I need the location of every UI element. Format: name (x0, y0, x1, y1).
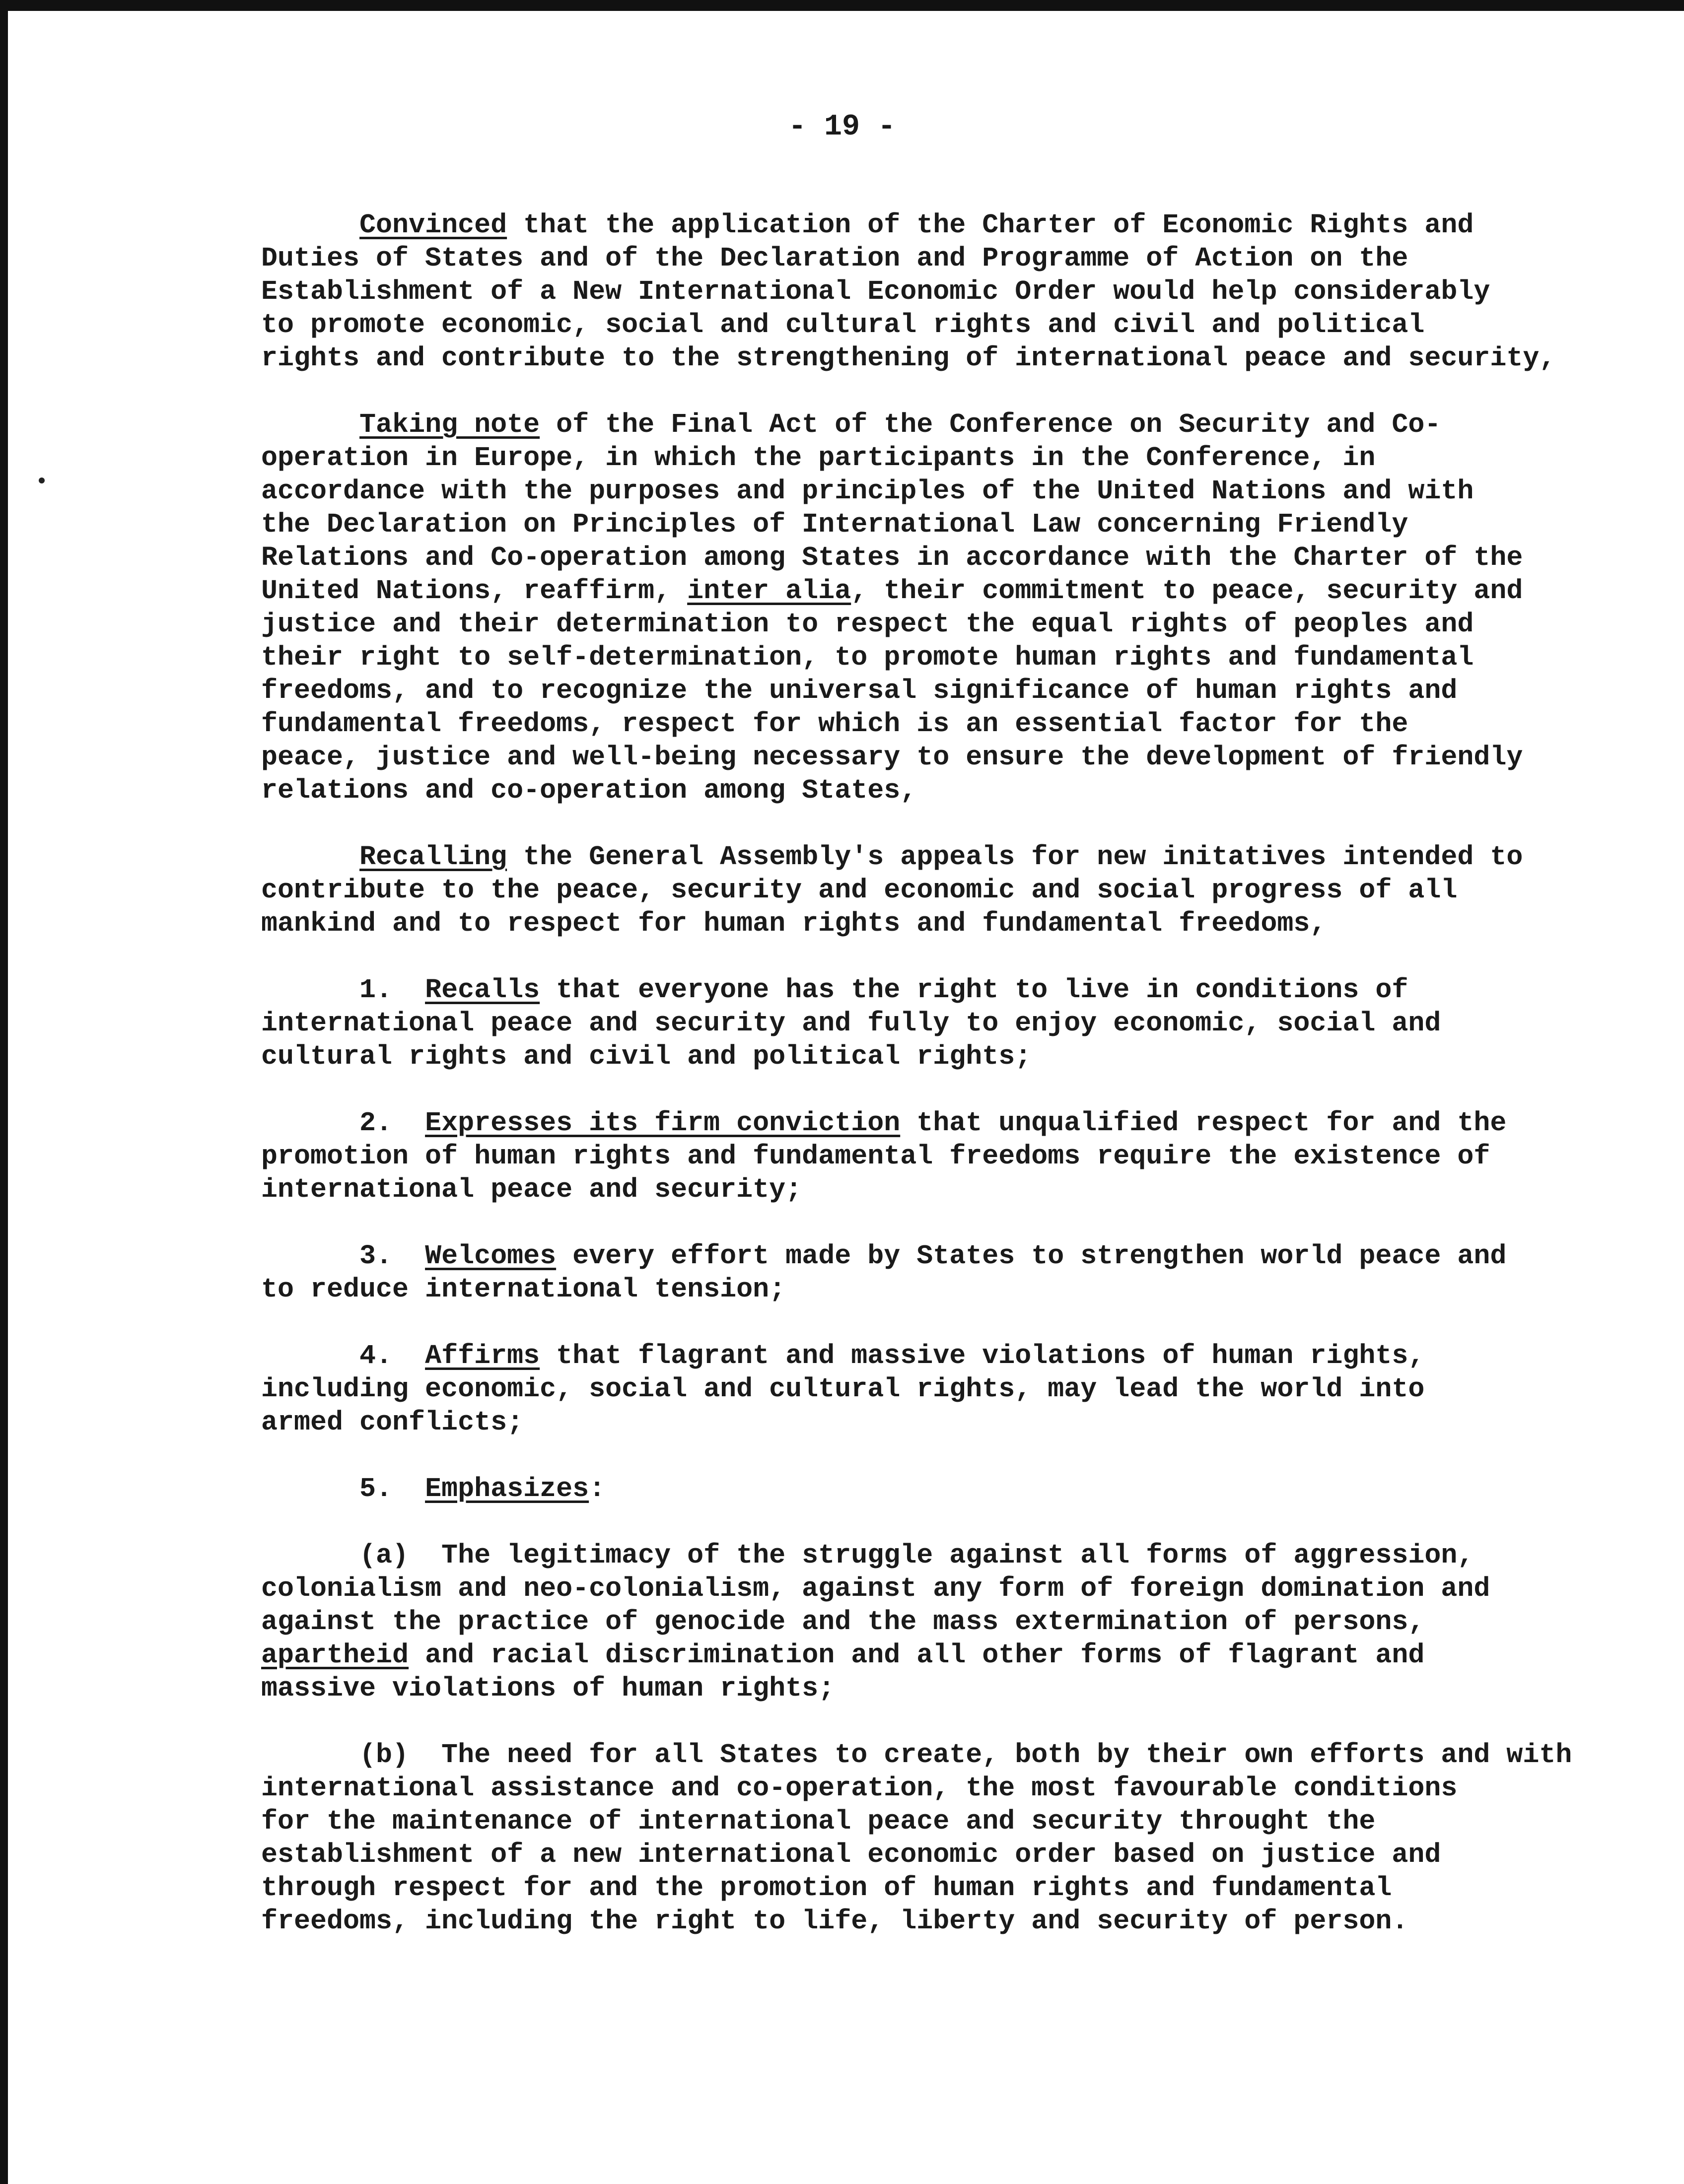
text-line (261, 741, 1602, 774)
text-segment: against the practice of genocide and the mass extermination of persons, (261, 1606, 1425, 1638)
text-line (261, 1572, 1602, 1605)
underlined-text: Convinced (359, 209, 507, 241)
scan-border-top (0, 0, 1684, 11)
text-line (261, 1040, 1602, 1073)
scan-border-left (0, 0, 8, 2184)
text-line (261, 1406, 1602, 1439)
text-line (261, 541, 1602, 574)
text-line (261, 341, 1602, 375)
text-segment: the General Assembly's appeals for new initatives intended to (507, 841, 1523, 873)
text-segment: of the Final Act of the Conference on Security and Co- (540, 409, 1441, 440)
text-segment: that the application of the Charter of Economic Rights and (507, 209, 1474, 241)
text-line (261, 1738, 1602, 1772)
text-segment: including economic, social and cultural rights, may lead the world into (261, 1373, 1425, 1405)
text-line (261, 774, 1602, 807)
underlined-text: Emphasizes (425, 1473, 589, 1504)
text-segment: (b) The need for all States to create, both by their own efforts and with (261, 1739, 1572, 1771)
text-segment: massive violations of human rights; (261, 1673, 835, 1704)
text-line (261, 1273, 1602, 1306)
text-segment: , their commitment to peace, security and (851, 575, 1523, 607)
text-segment: Duties of States and of the Declaration and Programme of Action on the (261, 243, 1408, 274)
text-line (261, 907, 1602, 940)
page-number: - 19 - (788, 110, 896, 144)
text-line (261, 1772, 1602, 1805)
underlined-text: apartheid (261, 1639, 409, 1671)
paragraph (261, 840, 1602, 940)
paragraph (261, 208, 1602, 375)
text-line (261, 1173, 1602, 1206)
text-segment (261, 209, 359, 241)
text-line (261, 1339, 1602, 1372)
text-line (261, 874, 1602, 907)
text-segment: establishment of a new international economic order based on justice and (261, 1839, 1441, 1870)
text-segment: Establishment of a New International Economic Order would help considerably (261, 276, 1490, 307)
text-segment: that unqualified respect for and the (900, 1107, 1507, 1139)
text-segment: freedoms, and to recognize the universal significance of human rights and (261, 675, 1458, 706)
paragraph (261, 1339, 1602, 1439)
text-line (261, 1472, 1602, 1505)
text-segment: through respect for and the promotion of human rights and fundamental (261, 1872, 1392, 1904)
text-segment: 1. (261, 974, 425, 1006)
underlined-text: Expresses its firm conviction (425, 1107, 901, 1139)
text-line (261, 1871, 1602, 1905)
text-segment: 5. (261, 1473, 425, 1504)
text-segment: : (589, 1473, 606, 1504)
text-segment: mankind and to respect for human rights and fundamental freedoms, (261, 908, 1327, 939)
text-segment: justice and their determination to respect the equal rights of peoples and (261, 609, 1474, 640)
text-segment: the Declaration on Principles of International Law concerning Friendly (261, 509, 1408, 540)
underlined-text: Welcomes (425, 1240, 557, 1272)
text-segment: armed conflicts; (261, 1407, 524, 1438)
text-line (261, 1140, 1602, 1173)
paragraph (261, 1539, 1602, 1705)
underlined-text: Recalls (425, 974, 540, 1006)
text-line (261, 441, 1602, 475)
text-line (261, 408, 1602, 441)
text-segment: their right to self-determination, to promote human rights and fundamental (261, 642, 1474, 673)
document-body (261, 208, 1602, 1938)
text-segment: operation in Europe, in which the participants in the Conference, in (261, 442, 1376, 474)
text-segment: colonialism and neo-colonialism, against any form of foreign domination and (261, 1573, 1490, 1604)
text-line (261, 1638, 1602, 1672)
text-segment: to promote economic, social and cultural rights and civil and political (261, 309, 1425, 341)
text-segment: to reduce international tension; (261, 1274, 786, 1305)
text-segment: 2. (261, 1107, 425, 1139)
text-line (261, 1539, 1602, 1572)
text-segment (261, 841, 359, 873)
text-segment: accordance with the purposes and principles of the United Nations and with (261, 476, 1474, 507)
text-segment: Relations and Co-operation among States in accordance with the Charter of the (261, 542, 1523, 573)
text-line (261, 475, 1602, 508)
paragraph (261, 1106, 1602, 1206)
paragraph (261, 973, 1602, 1073)
text-line (261, 275, 1602, 308)
text-segment: (a) The legitimacy of the struggle against all forms of aggression, (261, 1540, 1474, 1571)
text-line (261, 840, 1602, 874)
text-line (261, 574, 1602, 608)
underlined-text: Recalling (359, 841, 507, 873)
text-segment: promotion of human rights and fundamental freedoms require the existence of (261, 1141, 1490, 1172)
text-line (261, 1106, 1602, 1140)
text-segment: peace, justice and well-being necessary to ensure the development of friendly (261, 742, 1523, 773)
text-segment: international assistance and co-operation, the most favourable conditions (261, 1773, 1458, 1804)
text-segment: and racial discrimination and all other forms of flagrant and (409, 1639, 1425, 1671)
text-line (261, 242, 1602, 275)
underlined-text: inter alia (687, 575, 851, 607)
text-line (261, 1838, 1602, 1871)
text-segment: 4. (261, 1340, 425, 1371)
paragraph (261, 408, 1602, 807)
text-line (261, 674, 1602, 707)
text-segment: that flagrant and massive violations of human rights, (540, 1340, 1425, 1371)
text-line (261, 1672, 1602, 1705)
underlined-text: Affirms (425, 1340, 540, 1371)
text-line (261, 1805, 1602, 1838)
underlined-text: Taking note (359, 409, 540, 440)
text-line (261, 308, 1602, 341)
scan-speck (39, 478, 45, 483)
paragraph (261, 1738, 1602, 1938)
text-line (261, 508, 1602, 541)
text-segment: rights and contribute to the strengthening of international peace and security, (261, 342, 1556, 374)
text-segment: fundamental freedoms, respect for which is an essential factor for the (261, 708, 1408, 740)
text-segment: international peace and security; (261, 1174, 802, 1205)
text-line (261, 208, 1602, 242)
text-segment: 3. (261, 1240, 425, 1272)
text-segment: that everyone has the right to live in conditions of (540, 974, 1408, 1006)
text-segment: United Nations, reaffirm, (261, 575, 688, 607)
text-line (261, 1239, 1602, 1273)
text-segment: every effort made by States to strengthen world peace and (556, 1240, 1507, 1272)
text-segment: international peace and security and fully to enjoy economic, social and (261, 1008, 1441, 1039)
text-segment: contribute to the peace, security and economic and social progress of all (261, 875, 1458, 906)
text-line (261, 1905, 1602, 1938)
text-segment: freedoms, including the right to life, liberty and security of person. (261, 1906, 1408, 1937)
text-segment: relations and co-operation among States, (261, 775, 917, 806)
text-line (261, 1007, 1602, 1040)
text-line (261, 1372, 1602, 1406)
text-line (261, 707, 1602, 741)
text-segment: for the maintenance of international peace and security throught the (261, 1806, 1376, 1837)
text-line (261, 973, 1602, 1007)
text-segment (261, 409, 359, 440)
text-line (261, 608, 1602, 641)
paragraph (261, 1239, 1602, 1306)
paragraph (261, 1472, 1602, 1505)
text-line (261, 641, 1602, 674)
text-line (261, 1605, 1602, 1638)
text-segment: cultural rights and civil and political rights; (261, 1041, 1032, 1072)
